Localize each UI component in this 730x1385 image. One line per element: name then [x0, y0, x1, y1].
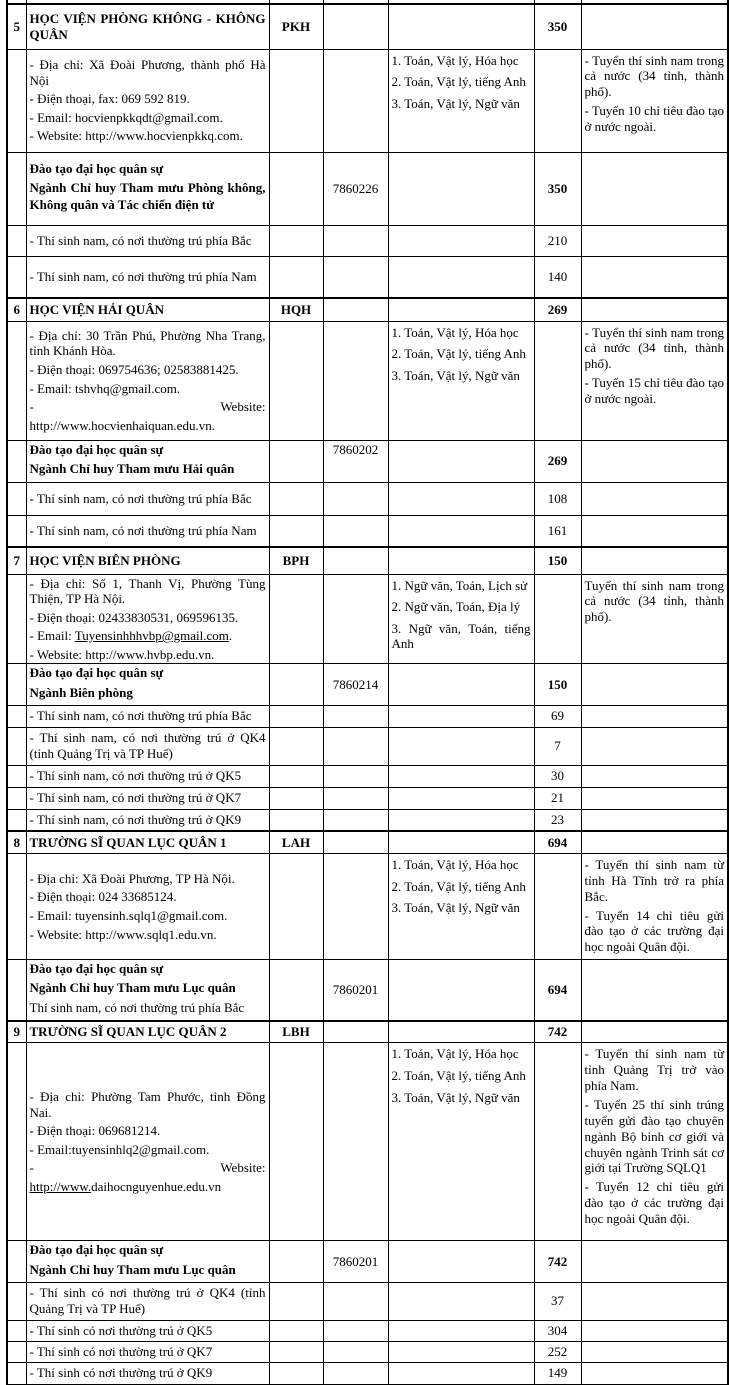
institution-8-program-row	[7, 960, 728, 1021]
institution-9-total-quota: 742	[534, 1021, 581, 1043]
institution-5-program	[26, 152, 269, 225]
institution-9-notes	[581, 1043, 728, 1241]
institution-8-notes	[581, 853, 728, 959]
empty-cell	[269, 1043, 323, 1241]
institution-7-notes	[581, 574, 728, 664]
institution-8-name: TRƯỜNG SĨ QUAN LỤC QUÂN 1	[26, 831, 269, 853]
institution-8-program-quota: 694	[534, 960, 581, 1021]
empty-cell	[581, 831, 728, 853]
institution-9-program-row	[7, 1241, 728, 1283]
institution-6-program	[26, 440, 269, 482]
empty-cell	[323, 1341, 388, 1362]
institution-8-code: LAH	[269, 831, 323, 853]
note-line: - Tuyển 14 chỉ tiêu gửi đào tạo ở các trường đại học ngoài Quân đội.	[584, 907, 724, 955]
empty-cell	[534, 321, 581, 440]
note-line: - Tuyển thí sinh nam từ tỉnh Hà Tĩnh trở ra phía Bắc.	[584, 856, 724, 904]
empty-cell	[323, 853, 388, 959]
institution-6-subrow	[7, 515, 728, 547]
empty-cell	[269, 574, 323, 664]
empty-cell	[323, 1043, 388, 1241]
institution-6-major-code: 7860202	[323, 440, 388, 482]
institution-7-major-code: 7860214	[323, 664, 388, 706]
institution-6-program-quota: 269	[534, 440, 581, 482]
subrow-quota: 108	[534, 482, 581, 515]
subrow-quota: 7	[534, 727, 581, 765]
institution-6-details-row	[7, 321, 728, 440]
program-type: Đào tạo đại học quân sự	[29, 1242, 164, 1258]
institution-6-total-quota: 269	[534, 298, 581, 321]
empty-cell	[534, 574, 581, 664]
empty-cell	[269, 256, 323, 298]
institution-9-program	[26, 1241, 269, 1283]
empty-cell	[581, 515, 728, 547]
institution-8-header-row	[7, 831, 728, 853]
subject-combo: 2. Toán, Vật lý, tiếng Anh	[391, 1067, 526, 1083]
phone-line: - Điện thoại: 069681214.	[29, 1123, 161, 1139]
institution-7-subject-combinations	[388, 574, 534, 664]
institution-7-header-row	[7, 547, 728, 574]
empty-cell	[269, 1241, 323, 1283]
phone-line: - Điện thoại: 024 33685124.	[29, 889, 177, 905]
email-line: - Email:tuyensinhlq2@gmail.com.	[29, 1141, 210, 1157]
empty-cell	[388, 831, 534, 853]
note-line: - Tuyển 12 chỉ tiêu gửi đào tạo ở các trường đại học ngoài Quân đội.	[584, 1179, 724, 1226]
institution-7-program	[26, 664, 269, 706]
empty-cell	[7, 1320, 26, 1341]
subject-combo: 1. Ngữ văn, Toán, Lịch sử	[391, 577, 528, 593]
empty-cell	[581, 1341, 728, 1362]
institution-7-subrow	[7, 809, 728, 831]
institution-9-header-row	[7, 1021, 728, 1043]
institution-9-number: 9	[7, 1021, 26, 1043]
empty-cell	[7, 152, 26, 225]
institution-5-subrow	[7, 225, 728, 256]
subject-combo: 2. Toán, Vật lý, tiếng Anh	[391, 74, 526, 90]
subrow-label: - Thí sinh nam, có nơi thường trú ở QK7	[26, 787, 269, 809]
institution-8-number: 8	[7, 831, 26, 853]
phone-line: - Điện thoại, fax: 069 592 819.	[29, 91, 190, 107]
program-type: Đào tạo đại học quân sự	[29, 665, 164, 681]
empty-cell	[388, 547, 534, 574]
institution-5-program-quota: 350	[534, 152, 581, 225]
empty-cell	[388, 1320, 534, 1341]
institution-9-subrow	[7, 1320, 728, 1341]
empty-cell	[269, 664, 323, 706]
empty-cell	[323, 298, 388, 321]
empty-cell	[7, 440, 26, 482]
empty-cell	[581, 152, 728, 225]
institution-5-total-quota: 350	[534, 4, 581, 49]
empty-cell	[7, 765, 26, 787]
institution-7-subrow	[7, 787, 728, 809]
empty-cell	[581, 1320, 728, 1341]
email-line: - Email: tuyensinh.sqlq1@gmail.com.	[29, 908, 228, 924]
empty-cell	[323, 831, 388, 853]
institution-9-major-code: 7860201	[323, 1241, 388, 1283]
institution-6-program-row	[7, 440, 728, 482]
subject-combo: 3. Toán, Vật lý, Ngữ văn	[391, 367, 520, 383]
note-line: - Tuyển thí sinh nam từ tỉnh Quảng Trị trở vào phía Nam.	[584, 1046, 724, 1094]
institution-8-details-row	[7, 853, 728, 959]
institution-6-subject-combinations	[388, 321, 534, 440]
institution-9-address	[26, 1043, 269, 1241]
empty-cell	[269, 727, 323, 765]
empty-cell	[323, 515, 388, 547]
empty-cell	[581, 765, 728, 787]
empty-cell	[323, 727, 388, 765]
institution-6-code: HQH	[269, 298, 323, 321]
empty-cell	[7, 1241, 26, 1283]
empty-cell	[269, 705, 323, 727]
email-link[interactable]: Tuyensinhhhvbp@gmail.com	[74, 628, 229, 644]
phone-line: - Điện thoại: 02433830531, 069596135.	[29, 609, 239, 625]
institution-9-subrow	[7, 1362, 728, 1384]
subrow-quota: 21	[534, 787, 581, 809]
empty-cell	[269, 960, 323, 1021]
empty-cell	[581, 705, 728, 727]
empty-cell	[323, 705, 388, 727]
institution-7-subrow	[7, 727, 728, 765]
empty-cell	[581, 960, 728, 1021]
empty-cell	[388, 1362, 534, 1384]
empty-cell	[323, 574, 388, 664]
institution-5-major-code: 7860226	[323, 152, 388, 225]
note-line: - Tuyển 10 chỉ tiêu đào tạo ở nước ngoài.	[584, 103, 724, 134]
empty-cell	[388, 705, 534, 727]
website-line	[30, 1160, 266, 1176]
empty-cell	[581, 298, 728, 321]
subrow-quota: 304	[534, 1320, 581, 1341]
note-line: Tuyển thí sinh nam trong cả nước (34 tỉnh, thành phố).	[584, 577, 724, 625]
subrow-label: - Thí sinh nam, có nơi thường trú phía Bắc	[26, 482, 269, 515]
institution-7-program-quota: 150	[534, 664, 581, 706]
subrow-label: - Thí sinh nam, có nơi thường trú ở QK5	[26, 765, 269, 787]
institution-7-program-row	[7, 664, 728, 706]
subrow-label: - Thí sinh có nơi thường trú ở QK7	[26, 1341, 269, 1362]
empty-cell	[7, 787, 26, 809]
website-line: - Website: http://www.hvbp.edu.vn.	[29, 646, 215, 662]
empty-cell	[7, 1341, 26, 1362]
note-line: - Tuyển thí sinh nam trong cả nước (34 tỉnh, thành phố).	[584, 52, 724, 100]
institution-5-number: 5	[7, 4, 26, 49]
empty-cell	[269, 321, 323, 440]
empty-cell	[581, 225, 728, 256]
address-line: - Địa chỉ: 30 Trần Phú, Phường Nha Trang, tỉnh Khánh Hòa.	[29, 327, 266, 359]
empty-cell	[7, 49, 26, 152]
empty-cell	[7, 574, 26, 664]
empty-cell	[323, 1282, 388, 1320]
empty-cell	[534, 49, 581, 152]
empty-cell	[7, 225, 26, 256]
subrow-label: - Thí sinh nam, có nơi thường trú phía Bắc	[26, 705, 269, 727]
address-line: - Địa chỉ: Số 1, Thanh Vị, Phường Tùng Thiện, TP Hà Nội.	[29, 575, 266, 607]
empty-cell	[7, 809, 26, 831]
empty-cell	[323, 787, 388, 809]
empty-cell	[388, 1341, 534, 1362]
subrow-label: - Thí sinh nam, có nơi thường trú phía Nam	[26, 515, 269, 547]
empty-cell	[7, 705, 26, 727]
program-type: Đào tạo đại học quân sự	[29, 441, 164, 457]
subject-combo: 3. Toán, Vật lý, Ngữ văn	[391, 95, 520, 111]
institution-7-subrow	[7, 705, 728, 727]
institution-9-subrow	[7, 1282, 728, 1320]
subject-combo: 1. Toán, Vật lý, Hóa học	[391, 52, 519, 68]
subrow-quota: 252	[534, 1341, 581, 1362]
subject-combo: 3. Ngữ văn, Toán, tiếng Anh	[391, 620, 531, 652]
empty-cell	[7, 853, 26, 959]
program-type: Đào tạo đại học quân sự	[29, 161, 164, 177]
empty-cell	[323, 1362, 388, 1384]
empty-cell	[269, 765, 323, 787]
program-major: Ngành Chỉ huy Tham mưu Phòng không, Không quân và Tác chiến điện tử	[29, 180, 266, 212]
program-condition: Thí sinh nam, có nơi thường trú phía Bắc	[29, 999, 245, 1015]
empty-cell	[581, 1362, 728, 1384]
phone-line: - Điện thoại: 069754636; 02583881425.	[29, 361, 239, 377]
empty-cell	[388, 4, 534, 49]
institution-5-details-row	[7, 49, 728, 152]
institution-6-header-row	[7, 298, 728, 321]
empty-cell	[388, 664, 534, 706]
empty-cell	[323, 4, 388, 49]
empty-cell	[7, 664, 26, 706]
subrow-label: - Thí sinh có nơi thường trú ở QK4 (tỉnh Quảng Trị và TP Huế)	[26, 1282, 269, 1320]
institution-7-details-row	[7, 574, 728, 664]
institution-8-address	[26, 853, 269, 959]
subrow-label: - Thí sinh nam, có nơi thường trú phía Nam	[26, 256, 269, 298]
subrow-quota: 37	[534, 1282, 581, 1320]
subrow-label: - Thí sinh có nơi thường trú ở QK9	[26, 1362, 269, 1384]
address-line: - Địa chỉ: Xã Đoài Phương, TP Hà Nội.	[29, 870, 235, 886]
subrow-label: - Thí sinh nam, có nơi thường trú ở QK4 (tỉnh Quảng Trị và TP Huế)	[26, 727, 269, 765]
empty-cell	[388, 256, 534, 298]
empty-cell	[269, 482, 323, 515]
empty-cell	[581, 256, 728, 298]
subject-combo: 2. Ngữ văn, Toán, Địa lý	[391, 599, 521, 615]
institution-9-details-row	[7, 1043, 728, 1241]
email-line: - Email: tshvhq@gmail.com.	[29, 380, 181, 396]
empty-cell	[388, 809, 534, 831]
empty-cell	[581, 1282, 728, 1320]
website-url: http://www.hocvienhaiquan.edu.vn.	[29, 417, 215, 433]
institution-9-subrow	[7, 1341, 728, 1362]
empty-cell	[7, 1043, 26, 1241]
empty-cell	[388, 515, 534, 547]
empty-cell	[269, 49, 323, 152]
empty-cell	[7, 482, 26, 515]
empty-cell	[581, 1021, 728, 1043]
subject-combo: 2. Toán, Vật lý, tiếng Anh	[391, 346, 526, 362]
institution-7-address	[26, 574, 269, 664]
empty-cell	[581, 482, 728, 515]
empty-cell	[269, 1282, 323, 1320]
institution-8-total-quota: 694	[534, 831, 581, 853]
empty-cell	[581, 787, 728, 809]
website-link[interactable]: http://www.	[29, 1179, 92, 1195]
empty-cell	[323, 49, 388, 152]
website-label: Website:	[220, 399, 266, 415]
subject-combo: 3. Toán, Vật lý, Ngữ văn	[391, 1089, 520, 1105]
institution-6-name: HỌC VIỆN HẢI QUÂN	[26, 298, 269, 321]
institution-8-subject-combinations	[388, 853, 534, 959]
empty-cell	[534, 853, 581, 959]
empty-cell	[323, 482, 388, 515]
note-line: - Tuyển thí sinh nam trong cả nước (34 tỉnh, thành phố).	[584, 324, 724, 372]
empty-cell	[323, 809, 388, 831]
institution-5-subject-combinations	[388, 49, 534, 152]
institution-5-address	[26, 49, 269, 152]
empty-cell	[323, 547, 388, 574]
empty-cell	[7, 727, 26, 765]
admissions-quota-table	[6, 0, 729, 1385]
empty-cell	[323, 256, 388, 298]
institution-6-subrow	[7, 482, 728, 515]
institution-7-name: HỌC VIỆN BIÊN PHÒNG	[26, 547, 269, 574]
note-line: - Tuyển 25 thí sinh trúng tuyển gửi đào tạo chuyên ngành Bộ binh cơ giới và chuyên ngành Trinh sát cơ giới tại Trường SQLQ1	[584, 1096, 724, 1176]
institution-6-notes	[581, 321, 728, 440]
subrow-quota: 69	[534, 705, 581, 727]
empty-cell	[388, 225, 534, 256]
empty-cell	[388, 1021, 534, 1043]
empty-cell	[323, 1021, 388, 1043]
program-major: Ngành Chỉ huy Tham mưu Lục quân	[29, 980, 236, 996]
empty-cell	[388, 960, 534, 1021]
website-line	[30, 399, 266, 415]
institution-5-notes	[581, 49, 728, 152]
subrow-quota: 140	[534, 256, 581, 298]
program-major: Ngành Chỉ huy Tham mưu Lục quân	[29, 1261, 236, 1277]
subrow-label: - Thí sinh nam, có nơi thường trú ở QK9	[26, 809, 269, 831]
empty-cell	[7, 1362, 26, 1384]
empty-cell	[388, 298, 534, 321]
note-line: - Tuyển 15 chỉ tiêu đào tạo ở nước ngoài.	[584, 375, 724, 406]
institution-9-code: LBH	[269, 1021, 323, 1043]
program-major: Ngành Biên phòng	[29, 684, 133, 700]
subrow-label: - Thí sinh nam, có nơi thường trú phía Bắc	[26, 225, 269, 256]
empty-cell	[534, 1043, 581, 1241]
empty-cell	[269, 853, 323, 959]
subject-combo: 1. Toán, Vật lý, Hóa học	[391, 856, 519, 872]
empty-cell	[581, 440, 728, 482]
institution-6-address	[26, 321, 269, 440]
subrow-quota: 149	[534, 1362, 581, 1384]
dash: -	[29, 399, 34, 415]
empty-cell	[388, 440, 534, 482]
subject-combo: 1. Toán, Vật lý, Hóa học	[391, 324, 519, 340]
email-suffix: .	[228, 628, 233, 644]
dash: -	[29, 1160, 34, 1176]
empty-cell	[269, 809, 323, 831]
institution-7-code: BPH	[269, 547, 323, 574]
empty-cell	[269, 1362, 323, 1384]
empty-cell	[581, 547, 728, 574]
empty-cell	[388, 1282, 534, 1320]
institution-9-program-quota: 742	[534, 1241, 581, 1283]
institution-5-header-row	[7, 4, 728, 49]
institution-5-name: HỌC VIỆN PHÒNG KHÔNG - KHÔNG QUÂN	[26, 4, 269, 49]
empty-cell	[7, 960, 26, 1021]
empty-cell	[323, 765, 388, 787]
empty-cell	[581, 727, 728, 765]
empty-cell	[269, 152, 323, 225]
institution-9-subject-combinations	[388, 1043, 534, 1241]
email-line	[30, 628, 266, 644]
subrow-quota: 30	[534, 765, 581, 787]
empty-cell	[269, 440, 323, 482]
empty-cell	[581, 4, 728, 49]
empty-cell	[388, 482, 534, 515]
empty-cell	[581, 664, 728, 706]
institution-8-program	[26, 960, 269, 1021]
empty-cell	[7, 256, 26, 298]
empty-cell	[323, 225, 388, 256]
email-prefix: - Email:	[29, 628, 75, 644]
subject-combo: 2. Toán, Vật lý, tiếng Anh	[391, 878, 526, 894]
program-type: Đào tạo đại học quân sự	[29, 961, 164, 977]
institution-5-program-row	[7, 152, 728, 225]
empty-cell	[269, 1341, 323, 1362]
empty-cell	[269, 225, 323, 256]
empty-cell	[581, 1241, 728, 1283]
subject-combo: 1. Toán, Vật lý, Hóa học	[391, 1046, 519, 1062]
empty-cell	[269, 787, 323, 809]
empty-cell	[388, 787, 534, 809]
website-line: - Website: http://www.hocvienpkkq.com.	[29, 128, 243, 144]
subject-combo: 3. Toán, Vật lý, Ngữ văn	[391, 900, 520, 916]
website-url	[30, 1179, 266, 1195]
empty-cell	[7, 515, 26, 547]
institution-7-subrow	[7, 765, 728, 787]
empty-cell	[388, 152, 534, 225]
website-url-rest: daihocnguyenhue.edu.vn	[91, 1179, 222, 1195]
institution-9-name: TRƯỜNG SĨ QUAN LỤC QUÂN 2	[26, 1021, 269, 1043]
empty-cell	[269, 1320, 323, 1341]
institution-5-code: PKH	[269, 4, 323, 49]
program-major: Ngành Chỉ huy Tham mưu Hải quân	[29, 461, 235, 476]
institution-7-total-quota: 150	[534, 547, 581, 574]
empty-cell	[388, 1241, 534, 1283]
address-line: - Địa chỉ: Xã Đoài Phương, thành phố Hà Nội	[29, 57, 266, 88]
empty-cell	[581, 809, 728, 831]
institution-7-number: 7	[7, 547, 26, 574]
subrow-quota: 161	[534, 515, 581, 547]
empty-cell	[388, 727, 534, 765]
empty-cell	[7, 1282, 26, 1320]
institution-5-subrow	[7, 256, 728, 298]
institution-6-number: 6	[7, 298, 26, 321]
subrow-label: - Thí sinh có nơi thường trú ở QK5	[26, 1320, 269, 1341]
empty-cell	[323, 1320, 388, 1341]
website-line: - Website: http://www.sqlq1.edu.vn.	[29, 926, 217, 942]
empty-cell	[269, 515, 323, 547]
subrow-quota: 210	[534, 225, 581, 256]
empty-cell	[323, 321, 388, 440]
institution-8-major-code: 7860201	[323, 960, 388, 1021]
email-line: - Email: hocvienpkkqdt@gmail.com.	[29, 109, 223, 125]
empty-cell	[7, 321, 26, 440]
subrow-quota: 23	[534, 809, 581, 831]
website-label: Website:	[220, 1160, 266, 1176]
address-line: - Địa chỉ: Phường Tam Phước, tỉnh Đồng Nai.	[29, 1089, 266, 1120]
empty-cell	[388, 765, 534, 787]
